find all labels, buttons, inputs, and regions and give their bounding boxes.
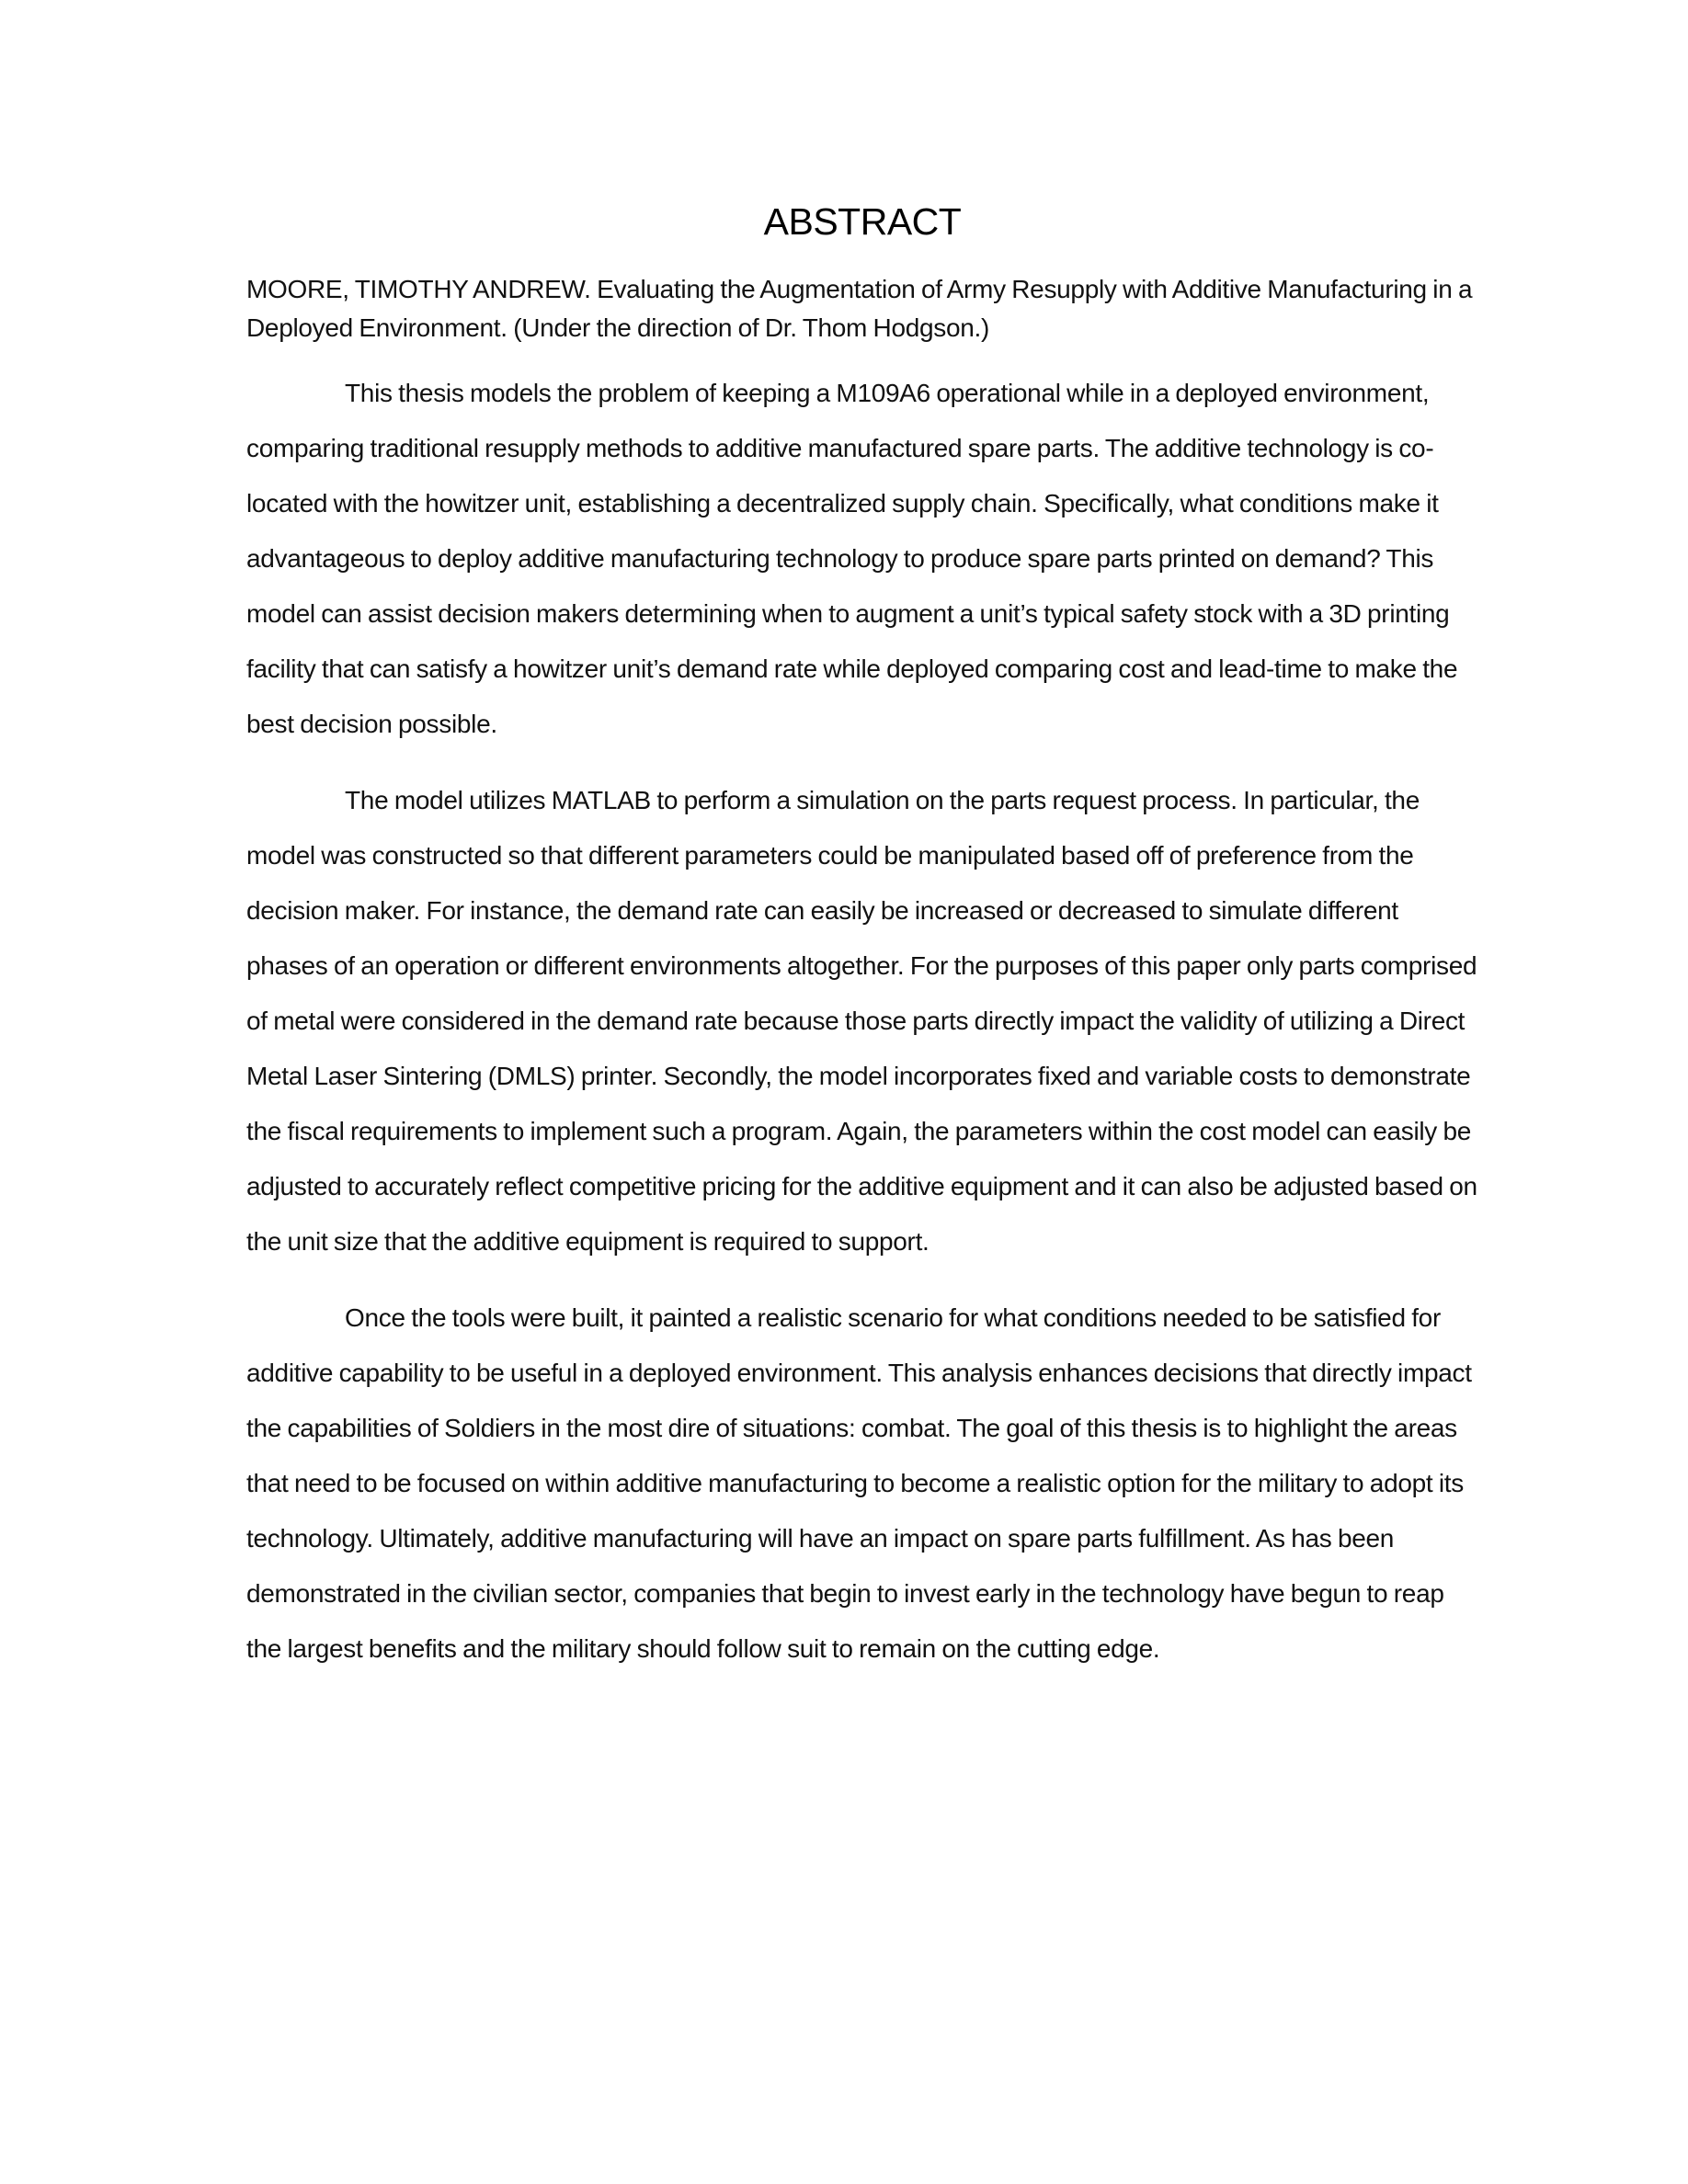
abstract-content: [246, 193, 1478, 1698]
paragraph-3: Once the tools were built, it painted a realistic scenario for what conditions needed to be satisfied for additive capability to be useful in a deployed environment. This analysis enhances decisions that directly impact the capabilities of Soldiers in the most dire of situations: combat. The goal of this thesis is to highlight the areas that need to be focused on within additive manufacturing to become a realistic option for the military to adopt its technology. Ultimately, additive manufacturing will have an impact on spare parts fulfillment. As has been demonstrated in the civilian sector, companies that begin to invest early in the technology have begun to reap the largest benefits and the military should follow suit to remain on the cutting edge.: [246, 1303, 1472, 1663]
page-title: ABSTRACT: [763, 200, 962, 243]
paragraph-2: The model utilizes MATLAB to perform a simulation on the parts request process. In particular, the model was constructed so that different parameters could be manipulated based off of preference from the decision maker. For instance, the demand rate can easily be increased or decreased to simulate different phases of an operation or different environments altogether. For the purposes of this paper only parts comprised of metal were considered in the demand rate because those parts directly impact the validity of utilizing a Direct Metal Laser Sintering (DMLS) printer. Secondly, the model incorporates fixed and variable costs to demonstrate the fiscal requirements to implement such a program. Again, the parameters within the cost model can easily be adjusted to accurately reflect competitive pricing for the additive equipment and it can also be adjusted based on the unit size that the additive equipment is required to support.: [246, 786, 1477, 1256]
paragraph-1: This thesis models the problem of keeping a M109A6 operational while in a deployed environment, comparing traditional resupply methods to additive manufactured spare parts. The additive technology is co-located with the howitzer unit, establishing a decentralized supply chain. Specifically, what conditions make it advantageous to deploy additive manufacturing technology to produce spare parts printed on demand? This model can assist decision makers determining when to augment a unit’s typical safety stock with a 3D printing facility that can satisfy a howitzer unit’s demand rate while deployed comparing cost and lead-time to make the best decision possible.: [246, 379, 1458, 738]
citation-text: MOORE, TIMOTHY ANDREW. Evaluating the Augmentation of Army Resupply with Additive Manufacturing in a Deployed Environment. (Under the direction of Dr. Thom Hodgson.): [246, 275, 1473, 342]
